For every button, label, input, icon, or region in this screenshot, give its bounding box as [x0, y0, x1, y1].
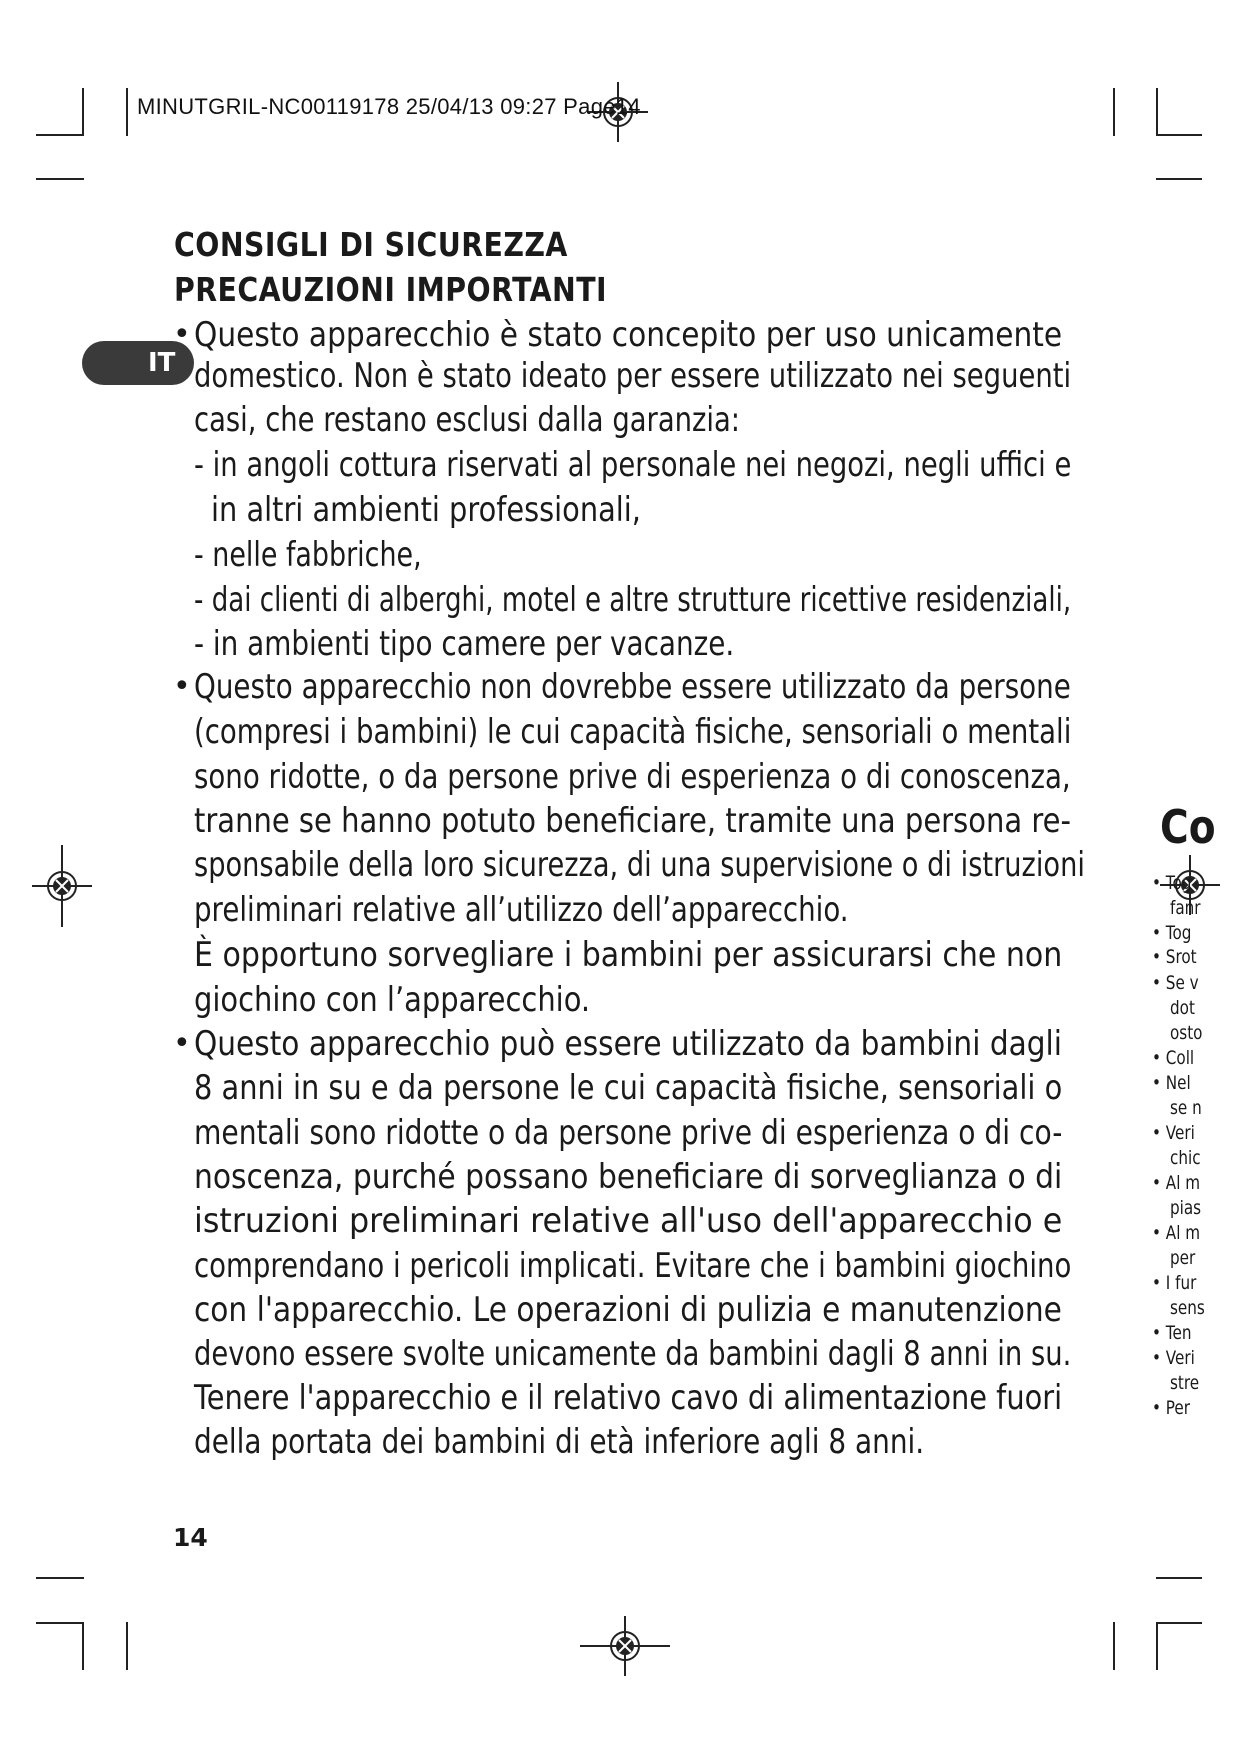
crop-mark — [1156, 1622, 1202, 1624]
next-page-line: chic — [1170, 1147, 1201, 1169]
next-page-line: • Al m — [1152, 1172, 1201, 1194]
next-page-line: • Per — [1152, 1397, 1191, 1419]
body-text-line: comprendano i pericoli implicati. Evitare che i bambini giochino — [194, 1246, 1072, 1286]
page-number: 14 — [173, 1523, 208, 1552]
body-text-line: istruzioni preliminari relative all'uso dell'apparecchio e — [194, 1201, 1063, 1241]
next-page-line: • Tog — [1152, 922, 1192, 944]
crop-mark — [1156, 1577, 1202, 1579]
section-subheading: PRECAUZIONI IMPORTANTI — [174, 270, 608, 309]
next-page-column — [1152, 800, 1241, 1480]
body-text-line: - nelle fabbriche, — [194, 535, 422, 575]
body-text-line: noscenza, purché possano beneficiare di sorveglianza o di — [194, 1157, 1063, 1197]
bullet-icon: • — [173, 669, 191, 704]
body-text-line: preliminari relative all’utilizzo dell’apparecchio. — [194, 890, 849, 930]
crop-mark — [36, 178, 84, 180]
next-page-line: • Tog — [1152, 872, 1192, 894]
next-page-line: stre — [1170, 1372, 1200, 1394]
next-page-line: • Veri — [1152, 1122, 1195, 1144]
body-text-line: tranne se hanno potuto beneficiare, tramite una persona re- — [194, 801, 1071, 841]
body-text-line: È opportuno sorvegliare i bambini per assicurarsi che non — [194, 935, 1063, 975]
body-text-line: devono essere svolte unicamente da bambini dagli 8 anni in su. — [194, 1334, 1072, 1374]
crop-mark — [36, 134, 84, 136]
next-page-line: dot — [1170, 997, 1195, 1019]
crop-mark — [1156, 178, 1202, 180]
next-page-line: pias — [1170, 1197, 1202, 1219]
body-text-line: 8 anni in su e da persone le cui capacità fisiche, sensoriali o — [194, 1068, 1063, 1108]
next-page-line: • I fur — [1152, 1272, 1197, 1294]
body-text-line: Questo apparecchio può essere utilizzato da bambini dagli — [194, 1024, 1062, 1064]
next-page-line: fanr — [1170, 897, 1201, 919]
body-text-line: (compresi i bambini) le cui capacità fisiche, sensoriali o mentali — [194, 712, 1072, 752]
crop-mark — [1156, 88, 1158, 136]
body-text-line: sono ridotte, o da persone prive di esperienza o di conoscenza, — [194, 757, 1071, 797]
registration-mark-icon — [580, 1616, 670, 1676]
body-text-line: mentali sono ridotte o da persone prive di esperienza o di co- — [194, 1113, 1063, 1153]
crop-mark — [36, 1622, 84, 1624]
body-text-line: - in angoli cottura riservati al personale nei negozi, negli uffici e — [194, 445, 1072, 485]
crop-mark — [1113, 1622, 1115, 1670]
body-text-line: della portata dei bambini di età inferiore agli 8 anni. — [194, 1422, 925, 1462]
body-text-line: casi, che restano esclusi dalla garanzia: — [194, 400, 741, 440]
next-page-line: • Veri — [1152, 1347, 1195, 1369]
body-text-line: sponsabile della loro sicurezza, di una supervisione o di istruzioni — [194, 845, 1085, 885]
next-page-line: • Se v — [1152, 972, 1199, 994]
next-page-line: osto — [1170, 1022, 1203, 1044]
body-text-line: Tenere l'apparecchio e il relativo cavo di alimentazione fuori — [194, 1378, 1063, 1418]
print-slug: MINUTGRIL-NC00119178 25/04/13 09:27 Page14 — [137, 94, 641, 119]
crop-mark — [1156, 1622, 1158, 1670]
registration-mark-icon — [32, 845, 92, 927]
next-page-title: Co — [1160, 800, 1216, 854]
next-page-line: • Nel — [1152, 1072, 1191, 1094]
body-text-line: - dai clienti di alberghi, motel e altre strutture ricettive residenziali, — [194, 580, 1072, 620]
next-page-line: • Coll — [1152, 1047, 1195, 1069]
body-text-line: Questo apparecchio è stato concepito per uso unicamente — [194, 315, 1063, 355]
crop-mark — [1156, 134, 1202, 136]
next-page-line: per — [1170, 1247, 1196, 1269]
body-text-line: giochino con l’apparecchio. — [194, 980, 591, 1020]
body-text-line: - in ambienti tipo camere per vacanze. — [194, 624, 735, 664]
crop-mark — [126, 1622, 128, 1670]
bullet-icon: • — [173, 317, 191, 352]
bullet-icon: • — [173, 1026, 191, 1061]
body-text-line: con l'apparecchio. Le operazioni di pulizia e manutenzione — [194, 1290, 1062, 1330]
section-heading: CONSIGLI DI SICUREZZA — [174, 225, 568, 264]
crop-mark — [126, 88, 128, 136]
crop-mark — [36, 1577, 84, 1579]
body-text-line: in altri ambienti professionali, — [211, 490, 641, 530]
crop-mark — [82, 1622, 84, 1670]
next-page-line: sens — [1170, 1297, 1205, 1319]
crop-mark — [82, 88, 84, 136]
next-page-line: • Ten — [1152, 1322, 1192, 1344]
body-text-line: domestico. Non è stato ideato per essere utilizzato nei seguenti — [194, 356, 1072, 396]
next-page-line: se n — [1170, 1097, 1202, 1119]
body-text-line: Questo apparecchio non dovrebbe essere utilizzato da persone — [194, 667, 1071, 707]
next-page-line: • Srot — [1152, 946, 1197, 968]
crop-mark — [1113, 88, 1115, 136]
next-page-line: • Al m — [1152, 1222, 1201, 1244]
language-tab: IT — [82, 341, 194, 385]
